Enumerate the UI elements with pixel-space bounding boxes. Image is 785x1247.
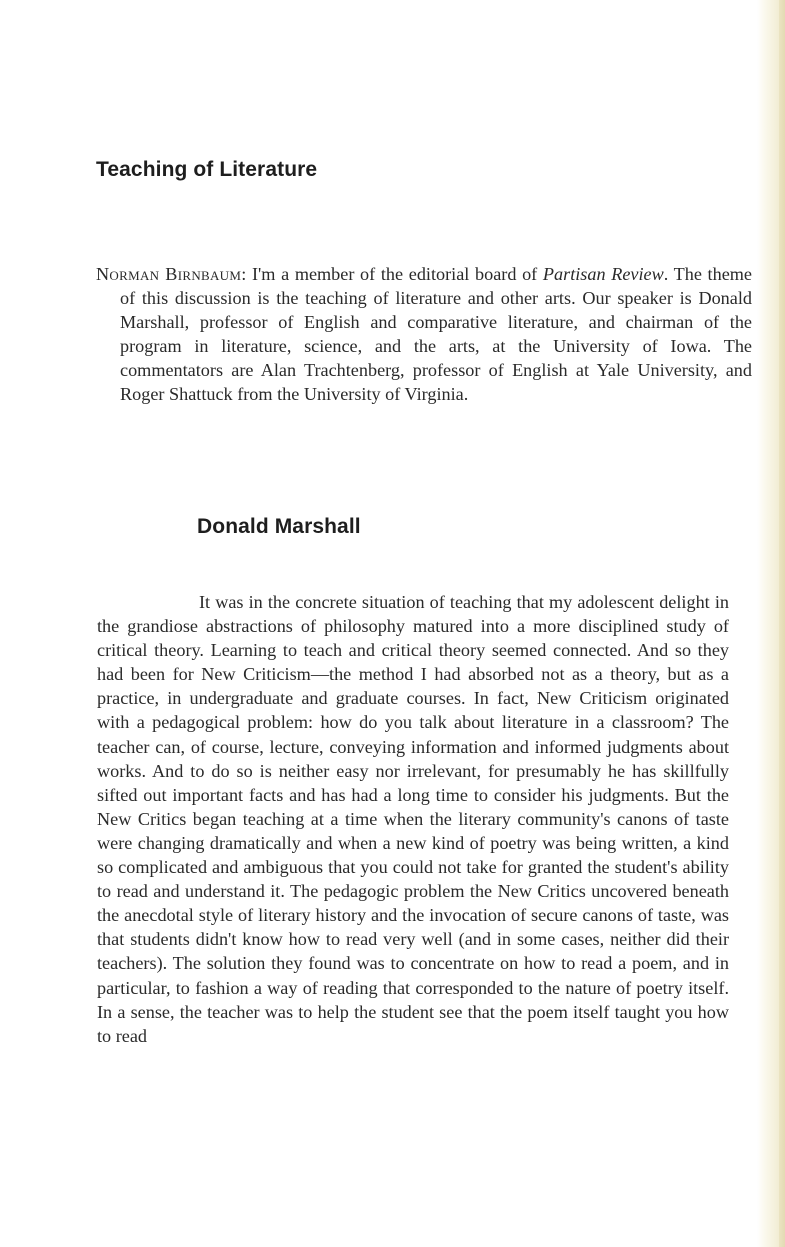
speaker-heading: Donald Marshall bbox=[197, 515, 361, 538]
publication-title: Partisan Review bbox=[542, 264, 664, 284]
speaker-colon: : bbox=[241, 264, 247, 284]
intro-text-lead: I'm a member of the editorial board of bbox=[246, 264, 543, 284]
intro-text-rest: . The theme of this discussion is the teaching of literature and other arts. Our speaker is Donald Marshall, professor of English and comparative literature, and chairman of the program in literature, science, and the arts, at the University of Iowa. The commentators are Alan Trachtenberg, professor of English at Yale University, and Roger Shattuck from the University of Virginia. bbox=[120, 264, 752, 405]
section-title: Teaching of Literature bbox=[96, 158, 318, 181]
body-paragraph: It was in the concrete situation of teaching that my adolescent delight in the grandiose abstractions of philosophy matured into a more disciplined study of critical theory. Learning to teach and critical theory seemed connected. And so they had been for New Criticism—the method I had absorbed not as a theory, but as a practice, in undergraduate and graduate courses. In fact, New Criticism originated with a pedagogical problem: how do you talk about literature in a classroom? The teacher can, of course, lecture, conveying information and informed judgments about works. And to do so is neither easy nor irrelevant, for presumably he has skillfully sifted out important facts and has had a long time to consider his judgments. But the New Critics began teaching at a time when the literary community's canons of taste were changing dramatically and when a new kind of poetry was being written, a kind so complicated and ambiguous that you could not take for granted the student's ability to read and understand it. The pedagogic problem the New Critics uncovered beneath the anecdotal style of literary history and the invocation of secure canons of taste, was that students didn't know how to read very well (and in some cases, neither did their teachers). The solution they found was to concentrate on how to read a poem, and in particular, to fashion a way of reading that corresponded to the nature of poetry itself. In a sense, the teacher was to help the student see that the poem itself taught you how to read bbox=[97, 592, 729, 1046]
speaker-name: Norman Birnbaum bbox=[96, 264, 242, 284]
page-edge-binding bbox=[757, 0, 785, 1247]
introduction-paragraph bbox=[96, 262, 752, 407]
